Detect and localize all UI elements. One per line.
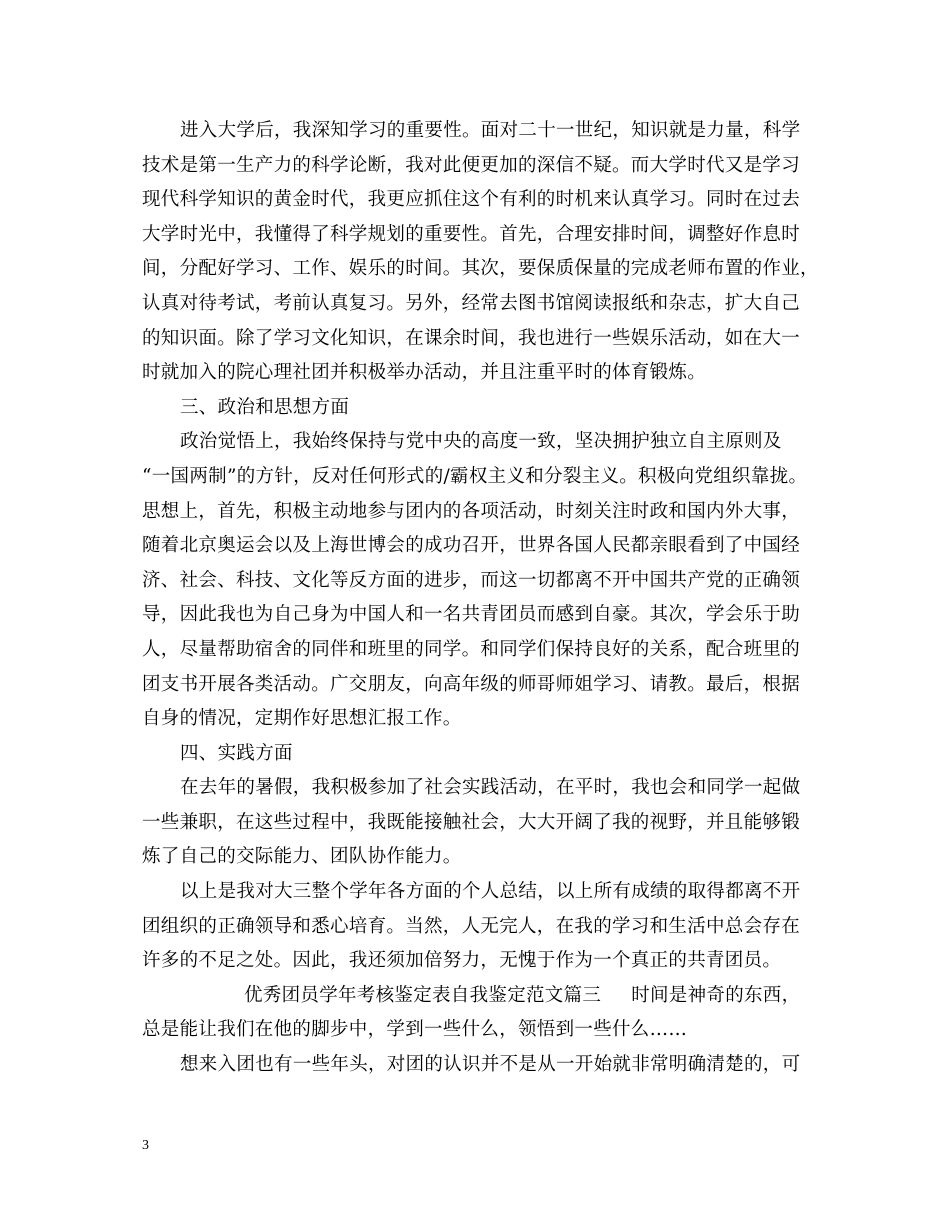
paragraph-study-line: 现代科学知识的黄金时代，我更应抓住这个有利的时机来认真学习。同时在过去 — [142, 189, 801, 211]
paragraph-practice-line: 一些兼职，在这些过程中，我既能接触社会，大大开阔了我的视野，并且能够锻 — [142, 811, 801, 833]
paragraph-politics-line: 自身的情况，定期作好思想汇报工作。 — [142, 708, 462, 730]
paragraph-politics-line: 人，尽量帮助宿舍的同伴和班里的同学。和同学们保持良好的关系，配合班里的 — [142, 638, 801, 660]
paragraph-summary-line: 团组织的正确领导和悉心培育。当然，人无完人，在我的学习和生活中总会存在 — [142, 915, 801, 937]
paragraph-membership-line: 想来入团也有一些年头，对团的认识并不是从一开始就非常明确清楚的，可 — [180, 1054, 801, 1076]
page-number: 3 — [142, 1138, 149, 1153]
heading-politics: 三、政治和思想方面 — [180, 396, 350, 418]
paragraph-practice-line: 炼了自己的交际能力、团队协作能力。 — [142, 846, 462, 868]
paragraph-practice-line: 在去年的暑假，我积极参加了社会实践活动，在平时，我也会和同学一起做 — [180, 777, 801, 799]
section-title: 优秀团员学年考核鉴定表自我鉴定范文篇三 — [244, 984, 602, 1006]
paragraph-summary-line: 许多的不足之处。因此，我还须加倍努力，无愧于作为一个真正的共青团员。 — [142, 950, 782, 972]
paragraph-politics-line: 政治觉悟上，我始终保持与党中央的高度一致，坚决拥护独立自主原则及 — [180, 431, 782, 453]
paragraph-time-line: 总是能让我们在他的脚步中，学到一些什么，领悟到一些什么…… — [142, 1019, 688, 1041]
paragraph-time-start: 时间是神奇的东西， — [631, 984, 801, 1006]
paragraph-politics-line: 团支书开展各类活动。广交朋友，向高年级的师哥师姐学习、请教。最后，根据 — [142, 673, 801, 695]
paragraph-study-line: 的知识面。除了学习文化知识，在课余时间，我也进行一些娱乐活动，如在大一 — [142, 327, 801, 349]
paragraph-study-line: 时就加入的院心理社团并积极举办活动，并且注重平时的体育锻炼。 — [142, 362, 707, 384]
body-text — [142, 114, 822, 1083]
paragraph-politics-line: 济、社会、科技、文化等反方面的进步，而这一切都离不开中国共产党的正确领 — [142, 569, 801, 591]
heading-practice: 四、实践方面 — [180, 742, 293, 764]
paragraph-politics-line: 导，因此我也为自己身为中国人和一名共青团员而感到自豪。其次，学会乐于助 — [142, 604, 801, 626]
paragraph-study-line: 技术是第一生产力的科学论断，我对此便更加的深信不疑。而大学时代又是学习 — [142, 154, 801, 176]
section-title-line — [142, 979, 822, 1014]
paragraph-study-line: 认真对待考试，考前认真复习。另外，经常去图书馆阅读报纸和杂志，扩大自己 — [142, 292, 801, 314]
paragraph-politics-line: 思想上，首先，积极主动地参与团内的各项活动，时刻关注时政和国内外大事， — [142, 500, 801, 522]
paragraph-study-line: 间，分配好学习、工作、娱乐的时间。其次，要保质保量的完成老师布置的作业， — [142, 258, 819, 280]
paragraph-summary-line: 以上是我对大三整个学年各方面的个人总结，以上所有成绩的取得都离不开 — [180, 881, 801, 903]
paragraph-study-line: 大学时光中，我懂得了科学规划的重要性。首先，合理安排时间，调整好作息时 — [142, 223, 801, 245]
paragraph-politics-line: “一国两制”的方针，反对任何形式的/霸权主义和分裂主义。积极向党组织靠拢。 — [142, 465, 808, 487]
paragraph-politics-line: 随着北京奥运会以及上海世博会的成功召开，世界各国人民都亲眼看到了中国经 — [142, 535, 801, 557]
paragraph-study-line: 进入大学后，我深知学习的重要性。面对二十一世纪，知识就是力量，科学 — [180, 120, 801, 141]
